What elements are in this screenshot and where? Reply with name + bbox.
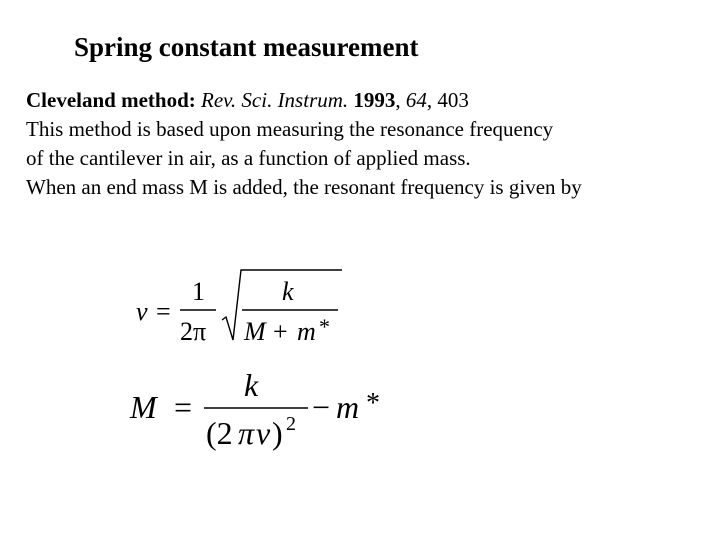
eq2-den-v: v <box>256 415 271 451</box>
eq2-minus: − <box>312 389 331 425</box>
eq1-equals: = <box>156 297 171 326</box>
reference-line <box>26 86 716 115</box>
reference-page: 403 <box>437 88 469 112</box>
eq1-coef-denominator: 2π <box>180 317 207 346</box>
reference-year: 1993 <box>353 88 396 112</box>
equation-resonant-frequency <box>130 262 360 357</box>
reference-volume: 64 <box>405 88 427 112</box>
eq1-coef-numerator: 1 <box>192 277 205 306</box>
eq2-numerator: k <box>244 367 259 403</box>
eq2-m: m <box>336 389 360 425</box>
eq1-den-m: m <box>297 317 316 346</box>
journal-name: Rev. Sci. Instrum. <box>201 88 349 112</box>
eq1-den-star: * <box>319 314 330 339</box>
paragraph-line-1: This method is based upon measuring the resonance frequency <box>26 117 554 141</box>
eq1-sqrt-numerator: k <box>282 277 294 306</box>
method-label: Cleveland method: <box>26 88 196 112</box>
paragraph-line-2: of the cantilever in air, as a function of applied mass. <box>26 146 471 170</box>
reference-separator: , <box>395 88 406 112</box>
slide-title: Spring constant measurement <box>74 32 419 62</box>
eq2-den-pi: π <box>238 415 255 451</box>
eq2-lhs: M <box>130 389 157 425</box>
paragraph-line-3: When an end mass M is added, the resonant frequency is given by <box>26 175 582 199</box>
eq1-den-M: M <box>244 317 266 346</box>
slide-body <box>26 86 716 202</box>
equation-1-svg <box>130 262 360 352</box>
equation-end-mass <box>126 362 396 467</box>
reference-separator: , <box>426 88 438 112</box>
eq2-den-close: ) <box>272 415 283 451</box>
eq1-den-plus: + <box>273 317 288 346</box>
eq2-star: * <box>366 388 380 419</box>
equation-2-svg <box>126 362 396 462</box>
eq2-den-open: (2 <box>206 415 233 451</box>
eq2-den-exponent: 2 <box>286 413 296 435</box>
eq2-equals: = <box>174 389 193 425</box>
eq1-lhs: v <box>136 297 148 326</box>
